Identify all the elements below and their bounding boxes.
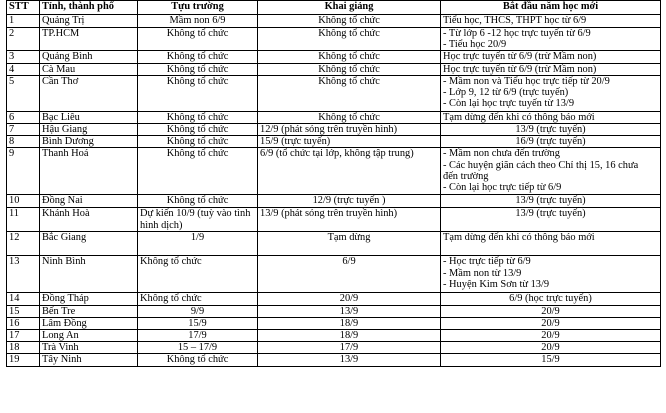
cell-stt: 8 xyxy=(7,136,40,148)
cell-khai-giang: Không tổ chức xyxy=(258,63,441,75)
cell-bat-dau xyxy=(441,148,661,195)
cell-province: Khánh Hoà xyxy=(40,208,138,232)
header-khai: Khai giảng xyxy=(258,1,441,15)
cell-bat-dau xyxy=(441,354,661,366)
cell-bat-dau xyxy=(441,136,661,148)
cell-stt: 15 xyxy=(7,305,40,317)
table-row xyxy=(7,75,661,111)
cell-province: TP.HCM xyxy=(40,28,138,51)
cell-bat-dau-line: Tiểu học, THCS, THPT học từ 6/9 xyxy=(443,15,587,26)
cell-tuu-truong: Không tổ chức xyxy=(138,256,258,293)
table-row xyxy=(7,124,661,136)
table-row xyxy=(7,28,661,51)
cell-bat-dau-line: - Từ lớp 6 -12 học trực tuyến từ 6/9 xyxy=(443,28,591,39)
header-province: Tỉnh, thành phố xyxy=(40,1,138,15)
header-row xyxy=(7,1,661,15)
table-row xyxy=(7,342,661,354)
cell-province: Cà Mau xyxy=(40,63,138,75)
cell-tuu-truong: Mầm non 6/9 xyxy=(138,15,258,28)
cell-tuu-truong: Không tổ chức xyxy=(138,111,258,123)
table-row xyxy=(7,15,661,28)
cell-bat-dau-line: 20/9 xyxy=(541,317,560,329)
table-row xyxy=(7,208,661,232)
table-row xyxy=(7,111,661,123)
cell-bat-dau xyxy=(441,28,661,51)
table-row xyxy=(7,232,661,256)
cell-tuu-truong: Không tổ chức xyxy=(138,195,258,208)
cell-tuu-truong: Không tổ chức xyxy=(138,354,258,366)
cell-bat-dau-line: 13/9 (trực tuyến) xyxy=(515,208,586,220)
cell-bat-dau xyxy=(441,317,661,329)
cell-stt: 1 xyxy=(7,15,40,28)
cell-province: Hậu Giang xyxy=(40,124,138,136)
cell-stt: 18 xyxy=(7,342,40,354)
cell-stt: 19 xyxy=(7,354,40,366)
cell-tuu-truong: 15/9 xyxy=(138,317,258,329)
cell-bat-dau xyxy=(441,63,661,75)
table-row xyxy=(7,51,661,63)
cell-province: Cần Thơ xyxy=(40,75,138,111)
cell-bat-dau-line: - Huyện Kim Sơn từ 13/9 xyxy=(443,278,550,290)
cell-bat-dau xyxy=(441,51,661,63)
cell-tuu-truong: Không tổ chức xyxy=(138,148,258,195)
cell-stt: 6 xyxy=(7,111,40,123)
table-row xyxy=(7,330,661,342)
cell-khai-giang: 13/9 xyxy=(258,305,441,317)
header-tuu: Tựu trường xyxy=(138,1,258,15)
cell-khai-giang: 15/9 (trực tuyến) xyxy=(258,136,441,148)
cell-province: Quảng Trị xyxy=(40,15,138,28)
cell-stt: 16 xyxy=(7,317,40,329)
cell-bat-dau-line: Tạm dừng đến khi có thông báo mới xyxy=(443,111,595,123)
cell-bat-dau xyxy=(441,232,661,256)
cell-stt: 11 xyxy=(7,208,40,232)
cell-province: Tây Ninh xyxy=(40,354,138,366)
cell-stt: 2 xyxy=(7,28,40,51)
cell-bat-dau xyxy=(441,208,661,232)
cell-stt: 4 xyxy=(7,63,40,75)
cell-bat-dau-line: Học trực tuyến từ 6/9 (trừ Mầm non) xyxy=(443,63,597,75)
cell-khai-giang: Không tổ chức xyxy=(258,51,441,63)
cell-khai-giang: Không tổ chức xyxy=(258,75,441,111)
cell-province: Đồng Tháp xyxy=(40,293,138,305)
table-row xyxy=(7,195,661,208)
cell-stt: 3 xyxy=(7,51,40,63)
cell-bat-dau xyxy=(441,305,661,317)
cell-bat-dau xyxy=(441,15,661,28)
cell-stt: 14 xyxy=(7,293,40,305)
cell-bat-dau-line: 16/9 (trực tuyến) xyxy=(515,136,586,148)
cell-bat-dau xyxy=(441,293,661,305)
cell-khai-giang: 13/9 (phát sóng trên truyền hình) xyxy=(258,208,441,232)
cell-bat-dau-line: - Lớp 9, 12 từ 6/9 (trực tuyến) xyxy=(443,87,569,99)
cell-stt: 12 xyxy=(7,232,40,256)
cell-province: Ninh Bình xyxy=(40,256,138,293)
cell-bat-dau-line: - Các huyện giãn cách theo Chỉ thị 15, 16 chưa xyxy=(443,159,639,171)
cell-bat-dau-line: 13/9 (trực tuyến) xyxy=(515,195,586,207)
cell-province: Bình Dương xyxy=(40,136,138,148)
cell-bat-dau-line: đến trường xyxy=(443,170,489,182)
cell-bat-dau-line: 15/9 xyxy=(541,354,560,366)
table-row xyxy=(7,293,661,305)
cell-khai-giang: Tạm dừng xyxy=(258,232,441,256)
cell-bat-dau-line: Tạm dừng đến khi có thông báo mới xyxy=(443,232,595,244)
cell-bat-dau-line: 20/9 xyxy=(541,305,560,317)
school-year-table xyxy=(6,0,661,367)
cell-tuu-truong: Không tổ chức xyxy=(138,124,258,136)
cell-stt: 7 xyxy=(7,124,40,136)
cell-khai-giang: 6/9 (tổ chức tại lớp, không tập trung) xyxy=(258,148,441,195)
table-row xyxy=(7,354,661,366)
cell-province: Bạc Liêu xyxy=(40,111,138,123)
cell-province: Bắc Giang xyxy=(40,232,138,256)
cell-bat-dau-line: Học trực tuyến từ 6/9 (trừ Mầm non) xyxy=(443,51,597,63)
cell-province: Quảng Bình xyxy=(40,51,138,63)
cell-khai-giang: Không tổ chức xyxy=(258,15,441,28)
cell-stt: 9 xyxy=(7,148,40,195)
cell-bat-dau xyxy=(441,195,661,208)
header-stt: STT xyxy=(7,1,40,15)
cell-bat-dau-line: - Còn lại học trực tiếp từ 6/9 xyxy=(443,182,562,194)
cell-bat-dau-line: 6/9 (học trực tuyến) xyxy=(509,293,592,305)
cell-tuu-truong: Không tổ chức xyxy=(138,136,258,148)
cell-khai-giang: 17/9 xyxy=(258,342,441,354)
cell-province: Bến Tre xyxy=(40,305,138,317)
cell-stt: 17 xyxy=(7,330,40,342)
cell-tuu-truong: Không tổ chức xyxy=(138,51,258,63)
cell-bat-dau xyxy=(441,75,661,111)
cell-province: Thanh Hoá xyxy=(40,148,138,195)
cell-province: Đồng Nai xyxy=(40,195,138,208)
table-row xyxy=(7,305,661,317)
cell-bat-dau-line: 20/9 xyxy=(541,342,560,354)
cell-tuu-truong: Không tổ chức xyxy=(138,75,258,111)
cell-bat-dau-line: - Học trực tiếp từ 6/9 xyxy=(443,256,531,268)
cell-bat-dau-line: - Mầm non và Tiểu học trực tiếp từ 20/9 xyxy=(443,75,610,87)
cell-khai-giang: 20/9 xyxy=(258,293,441,305)
cell-tuu-truong: Dự kiến 10/9 (tuỳ vào tình hình dịch) xyxy=(138,208,258,232)
cell-province: Lâm Đồng xyxy=(40,317,138,329)
cell-khai-giang: 18/9 xyxy=(258,317,441,329)
cell-khai-giang: 18/9 xyxy=(258,330,441,342)
cell-tuu-truong: Không tổ chức xyxy=(138,293,258,305)
table-row xyxy=(7,148,661,195)
cell-bat-dau-line: - Mầm non chưa đến trường xyxy=(443,148,560,160)
cell-khai-giang: 12/9 (trực tuyến ) xyxy=(258,195,441,208)
cell-bat-dau xyxy=(441,111,661,123)
cell-khai-giang: 6/9 xyxy=(258,256,441,293)
cell-tuu-truong: 17/9 xyxy=(138,330,258,342)
cell-bat-dau xyxy=(441,342,661,354)
cell-bat-dau-line: - Còn lại học trực tuyến từ 13/9 xyxy=(443,98,575,110)
header-batdau: Bắt đầu năm học mới xyxy=(441,1,661,15)
cell-khai-giang: Không tổ chức xyxy=(258,111,441,123)
cell-province: Trà Vinh xyxy=(40,342,138,354)
cell-stt: 10 xyxy=(7,195,40,208)
cell-province: Long An xyxy=(40,330,138,342)
cell-khai-giang: 13/9 xyxy=(258,354,441,366)
cell-bat-dau xyxy=(441,256,661,293)
cell-tuu-truong: Không tổ chức xyxy=(138,28,258,51)
cell-bat-dau-line: 13/9 (trực tuyến) xyxy=(515,124,586,136)
cell-khai-giang: 12/9 (phát sóng trên truyền hình) xyxy=(258,124,441,136)
cell-khai-giang: Không tổ chức xyxy=(258,28,441,51)
cell-bat-dau xyxy=(441,124,661,136)
cell-bat-dau xyxy=(441,330,661,342)
cell-stt: 13 xyxy=(7,256,40,293)
cell-stt: 5 xyxy=(7,75,40,111)
cell-tuu-truong: 15 – 17/9 xyxy=(138,342,258,354)
cell-tuu-truong: 1/9 xyxy=(138,232,258,256)
cell-bat-dau-line: - Mầm non từ 13/9 xyxy=(443,267,522,279)
cell-bat-dau-line: 20/9 xyxy=(541,330,560,342)
cell-tuu-truong: Không tổ chức xyxy=(138,63,258,75)
table-row xyxy=(7,136,661,148)
table-row xyxy=(7,63,661,75)
cell-bat-dau-line: - Tiểu học 20/9 xyxy=(443,39,507,51)
table-row xyxy=(7,317,661,329)
cell-tuu-truong: 9/9 xyxy=(138,305,258,317)
table-row xyxy=(7,256,661,293)
